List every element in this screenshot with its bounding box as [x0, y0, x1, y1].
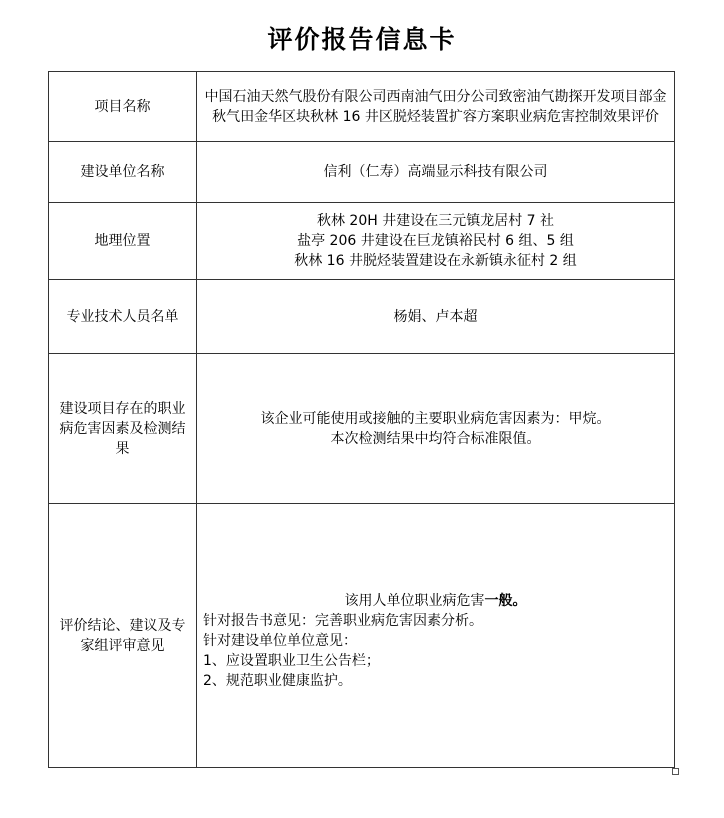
table-row-technicians	[49, 280, 675, 354]
info-card-table	[48, 71, 675, 768]
table-resize-handle[interactable]	[672, 768, 679, 775]
hazard-line: 该企业可能使用或接触的主要职业病危害因素为：甲烷。	[260, 410, 611, 427]
hazard-line: 本次检测结果中均符合标准限值。	[330, 430, 541, 447]
table-row-hazards	[49, 354, 675, 504]
location-line: 秋林 20H 井建设在三元镇龙居村 7 社	[316, 213, 555, 229]
conclusion-line: 针对建设单位单位意见：	[203, 632, 357, 649]
conclusion-summary-grade: 一般。	[484, 592, 527, 609]
technicians-value: 杨娟、卢本超	[197, 280, 675, 354]
construction-unit-label: 建设单位名称	[49, 142, 197, 203]
location-line: 盐亭 206 井建设在巨龙镇裕民村 6 组、5 组	[297, 233, 574, 249]
hazards-label: 建设项目存在的职业病危害因素及检测结果	[49, 354, 197, 504]
technicians-label: 专业技术人员名单	[49, 280, 197, 354]
conclusion-line: 1、应设置职业卫生公告栏；	[203, 652, 380, 669]
hazards-value	[197, 354, 675, 504]
construction-unit-value: 信利（仁寿）高端显示科技有限公司	[197, 142, 675, 203]
table-row-construction-unit	[49, 142, 675, 203]
conclusion-line: 针对报告书意见：完善职业病危害因素分析。	[203, 612, 483, 629]
conclusion-summary-text: 该用人单位职业病危害	[344, 592, 485, 609]
project-name-value: 中国石油天然气股份有限公司西南油气田分公司致密油气勘探开发项目部金秋气田金华区块秋林 16 井区脱烃装置扩容方案职业病危害控制效果评价	[197, 72, 675, 142]
table-row-location	[49, 203, 675, 280]
page-title: 评价报告信息卡	[267, 25, 457, 54]
project-name-label: 项目名称	[49, 72, 197, 142]
table-row-conclusion	[49, 504, 675, 768]
location-value	[197, 203, 675, 280]
table-row-project-name	[49, 72, 675, 142]
conclusion-line: 2、规范职业健康监护。	[203, 672, 352, 689]
conclusion-label: 评价结论、建议及专家组评审意见	[49, 504, 197, 768]
conclusion-spacer	[203, 691, 668, 751]
conclusion-summary	[203, 521, 668, 611]
conclusion-value	[197, 504, 675, 768]
location-label: 地理位置	[49, 203, 197, 280]
location-line: 秋林 16 井脱烃装置建设在永新镇永征村 2 组	[294, 253, 577, 269]
